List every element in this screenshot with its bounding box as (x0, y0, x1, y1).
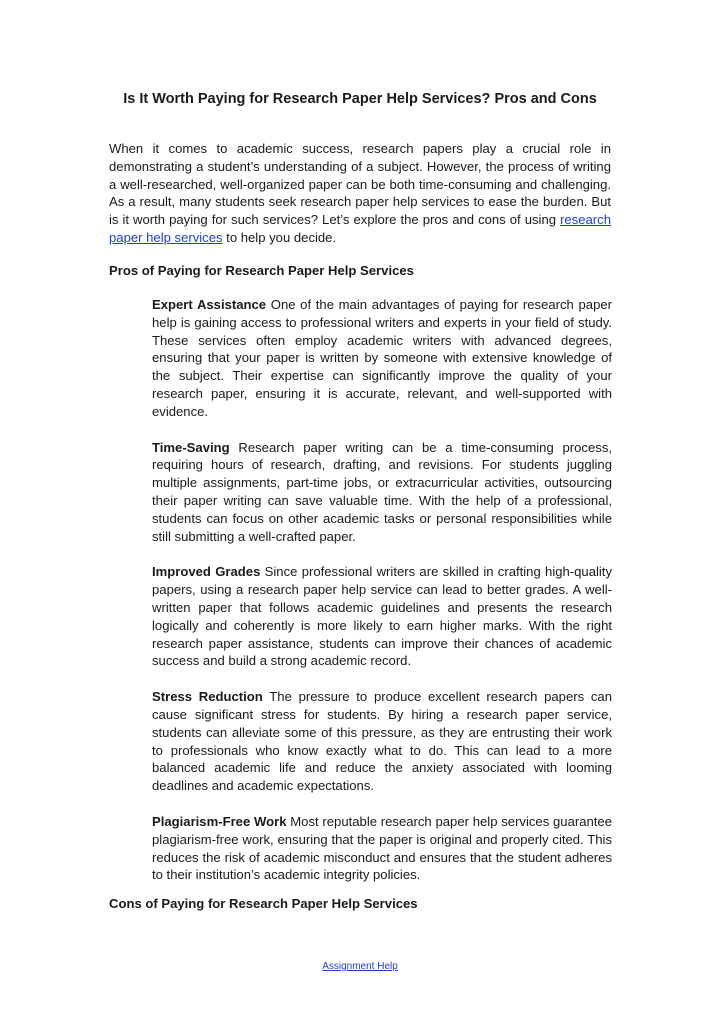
intro-text-before-link: When it comes to academic success, research papers play a crucial role in demonstrating a student’s understanding of a subject. However, the process of writing a well-researched, well-organized paper can be both time-consuming and challenging. As a result, many students seek research paper help services to ease the burden. But is it worth paying for such services? Let’s explore the pros and cons of using (109, 141, 611, 228)
pro-term: Time-Saving (152, 439, 230, 455)
research-paper-help-link[interactable]: research paper help services (109, 212, 611, 245)
pros-heading: Pros of Paying for Research Paper Help Services (109, 263, 414, 278)
intro-paragraph (109, 140, 611, 247)
pro-term: Expert Assistance (152, 297, 267, 312)
pro-text: One of the main advantages of paying for research paper help is gaining access to professional writers and experts in your field of study. These services often employ academic writers with advanced degrees, ensuring that your paper is written by someone with extensive knowledge of the subject. Their expertise can significantly improve the quality of your research paper, ensuring it is accurate, relevant, and well-supported with evidence. (152, 297, 612, 419)
document-title: Is It Worth Paying for Research Paper Help Services? Pros and Cons (123, 91, 597, 107)
pro-item-improved-grades (152, 563, 612, 670)
pro-item-expert-assistance (152, 296, 612, 421)
cons-heading: Cons of Paying for Research Paper Help Services (109, 896, 418, 911)
pro-text: Since professional writers are skilled in crafting high-quality papers, using a research paper help service can lead to better grades. A well-written paper that follows academic guidelines and presents the research logically and coherently is more likely to earn higher marks. With the right research paper assistance, students can improve their chances of academic success and build a strong academic record. (152, 564, 612, 669)
pros-list (152, 296, 612, 902)
pro-term: Improved Grades (152, 564, 261, 580)
pro-term: Plagiarism-Free Work (152, 813, 287, 829)
pro-item-plagiarism-free (152, 813, 612, 884)
page-footer (0, 960, 720, 974)
pro-item-stress-reduction (152, 688, 612, 795)
pro-item-time-saving (152, 439, 612, 546)
pro-text: Research paper writing can be a time-consuming process, requiring hours of research, drafting, and revisions. For students juggling multiple assignments, part-time jobs, or extracurricular activities, outsourcing their paper writing can save valuable time. With the help of a professional, students can focus on other academic tasks or personal responsibilities while still submitting a well-crafted paper. (152, 439, 612, 544)
pro-term: Stress Reduction (152, 689, 263, 705)
pro-text: The pressure to produce excellent research papers can cause significant stress for students. By hiring a research paper service, students can alleviate some of this pressure, as they are entrusting their work to professionals who know exactly what to do. This can lead to a more balanced academic life and reduce the anxiety associated with looming deadlines and academic expectations. (152, 689, 612, 794)
assignment-help-link[interactable]: Assignment Help (322, 961, 398, 972)
pro-text: Most reputable research paper help services guarantee plagiarism-free work, ensuring that the paper is original and properly cited. This reduces the risk of academic misconduct and ensures that the student adheres to their institution’s academic integrity policies. (152, 813, 612, 883)
intro-text-after-link: to help you decide. (222, 229, 337, 245)
